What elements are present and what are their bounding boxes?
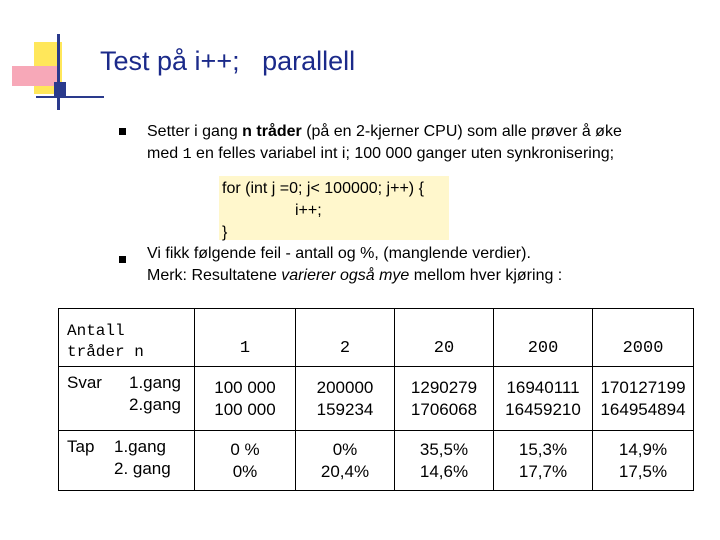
table-row-tap <box>59 431 694 491</box>
svar-value: 100 000 <box>214 377 276 397</box>
bullet-2-italic-text: varierer også mye <box>281 267 410 284</box>
tap-value: 35,5% <box>419 439 469 459</box>
header-label-line-2: tråder n <box>67 343 144 361</box>
tap-col-2 <box>296 431 395 491</box>
tap-value: 0% <box>332 439 358 459</box>
results-table <box>58 308 694 491</box>
svar-run-1-label: 1.gang <box>129 373 181 392</box>
header-col-3-text: 20 <box>433 339 455 358</box>
code-line-3: } <box>222 224 228 241</box>
tap-value: 0 % <box>230 439 260 459</box>
slide-title <box>100 46 355 77</box>
header-col-5-text: 2000 <box>622 339 664 358</box>
bullet-1-line-2 <box>147 143 614 165</box>
bullet-1-bold-text: n tråder <box>242 123 302 140</box>
bullet-2-text-cont: mellom hver kjøring : <box>409 267 563 284</box>
bullet-1-text-cont: (på en 2-kjerner CPU) som alle prøver å øke <box>301 123 622 140</box>
tap-value: 0% <box>232 461 258 481</box>
bullet-1-line-1 <box>147 121 622 142</box>
svar-value: 1290279 <box>410 377 478 397</box>
bullet-1-text: Setter i gang <box>147 123 243 140</box>
table-row-svar <box>59 367 694 431</box>
tap-value: 20,4% <box>320 461 370 481</box>
svar-col-3 <box>395 367 494 431</box>
bullet-2-text: Merk: Resultatene <box>147 267 282 284</box>
svar-label-cell <box>59 367 195 431</box>
header-col-4-text: 200 <box>527 339 559 358</box>
svar-col-1 <box>195 367 296 431</box>
bullet-marker-2 <box>119 256 126 263</box>
svar-value: 200000 <box>316 377 374 397</box>
svar-value: 170127199 <box>600 377 686 397</box>
header-col-1-text: 1 <box>239 339 251 358</box>
logo-blue-block <box>54 82 66 96</box>
tap-label-cell <box>59 431 195 491</box>
svar-value: 159234 <box>316 399 374 419</box>
header-col-4 <box>494 309 593 367</box>
tap-run-1-label: 1.gang <box>114 437 166 456</box>
bullet-marker-1 <box>119 128 126 135</box>
svar-label: Svar <box>67 373 102 392</box>
logo-pink-block <box>12 66 58 86</box>
tap-col-5 <box>593 431 694 491</box>
svar-value: 100 000 <box>214 399 276 419</box>
header-col-2 <box>296 309 395 367</box>
tap-value: 14,9% <box>618 439 668 459</box>
header-col-2-text: 2 <box>339 339 351 358</box>
header-col-1 <box>195 309 296 367</box>
slide-title-suffix: parallell <box>262 46 356 76</box>
code-line-2: i++; <box>295 202 322 219</box>
header-col-5 <box>593 309 694 367</box>
bullet-1-mono-text: 1 <box>182 146 192 163</box>
svar-run-2-label: 2.gang <box>129 395 181 414</box>
tap-value: 15,3% <box>518 439 568 459</box>
tap-col-3 <box>395 431 494 491</box>
tap-label: Tap <box>67 437 95 456</box>
tap-value: 17,5% <box>618 461 668 481</box>
logo-horizontal-line <box>36 96 104 98</box>
header-col-3 <box>395 309 494 367</box>
svar-col-4 <box>494 367 593 431</box>
bullet-2-line-2 <box>147 265 562 286</box>
svar-value: 164954894 <box>600 399 686 419</box>
svar-value: 1706068 <box>410 399 478 419</box>
slide-title-main: Test på i++; <box>100 46 240 76</box>
tap-col-4 <box>494 431 593 491</box>
svar-col-5 <box>593 367 694 431</box>
tap-value: 14,6% <box>419 461 469 481</box>
svar-value: 16459210 <box>505 399 581 419</box>
bullet-1-text-3: en felles variabel int i; 100 000 ganger uten synkronisering; <box>191 145 615 162</box>
bullet-2-line-1: Vi fikk følgende feil - antall og %, (manglende verdier). <box>147 245 531 262</box>
header-label-cell <box>59 309 195 367</box>
tap-col-1 <box>195 431 296 491</box>
header-label-line-1: Antall <box>67 322 125 340</box>
table-header-row <box>59 309 694 367</box>
bullet-1-text-2: med <box>147 145 183 162</box>
svar-col-2 <box>296 367 395 431</box>
code-line-1: for (int j =0; j< 100000; j++) { <box>222 180 424 197</box>
logo-vertical-line <box>57 34 60 110</box>
svar-value: 16940111 <box>506 377 580 397</box>
tap-run-2-label: 2. gang <box>114 459 171 478</box>
tap-value: 17,7% <box>518 461 568 481</box>
